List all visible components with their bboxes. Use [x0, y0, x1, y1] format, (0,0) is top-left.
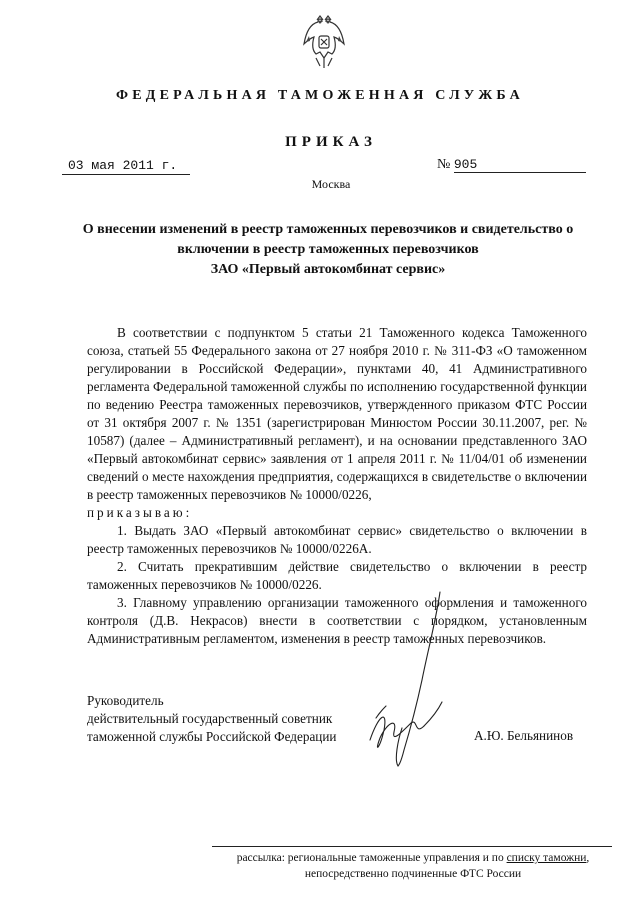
handwritten-signature: [340, 590, 480, 770]
order-body: [87, 324, 587, 648]
signatory-name: А.Ю. Бельянинов: [474, 728, 574, 743]
agency-name: ФЕДЕРАЛЬНАЯ ТАМОЖЕННАЯ СЛУЖБА: [116, 88, 524, 103]
order-number: [437, 157, 586, 173]
signatory-title-line: таможенной службы Российской Федерации: [87, 729, 337, 744]
distribution-line: непосредственно подчиненные ФТС России: [304, 868, 522, 880]
order-date: 03 мая 2011 г.: [62, 158, 190, 175]
signatory-title-line: действительный государственный советник: [87, 711, 333, 726]
number-value: 905: [454, 157, 586, 173]
distribution-text: ,: [586, 852, 590, 864]
heading-line: О внесении изменений в реестр таможенных перевозчиков и свидетельство о: [82, 222, 574, 237]
signatory-title-line: Руководитель: [87, 693, 164, 708]
number-prefix: №: [437, 157, 451, 172]
order-item: 3. Главному управлению организации таможенного оформления и таможенного контроля (Д.В. Некрасов) внести в соответствии с порядком, установленным Административным регламентом, изменения в реестр таможенных перевозчиков.: [87, 595, 587, 646]
order-city: Москва: [311, 177, 351, 191]
distribution-line: [214, 850, 612, 866]
distribution-link: списку таможни: [506, 852, 587, 864]
orders-word: приказываю:: [87, 505, 193, 520]
document-type: ПРИКАЗ: [285, 134, 377, 150]
order-item: 2. Считать прекратившим действие свидетельство о включении в реестр таможенных перевозчиков № 10000/0226.: [87, 559, 587, 592]
distribution-text: рассылка: региональные таможенные управления и по: [236, 852, 507, 864]
coat-of-arms-icon: [300, 14, 348, 72]
order-heading: [60, 220, 596, 280]
preamble-paragraph: В соответствии с подпунктом 5 статьи 21 Таможенного кодекса Таможенного союза, статьей 55 Федерального закона от 27 ноября 2010 г. № 311-ФЗ «О таможенном регулировании в Российской Федерации», пунктами 40, 41 Административного регламента Федеральной таможенной службы по исполнению государственной функции по ведению Реестра таможенных перевозчиков, утвержденного приказом ФТС России от 31 октября 2007 г. № 1351 (зарегистрирован Минюстом России 30.11.2007, рег. № 10587) (далее – Административный регламент), и на основании представленного ЗАО «Первый автокомбинат сервис» заявления от 1 апреля 2011 г. № 11/04/01 об изменении сведений о месте нахождения предприятия, содержащихся в свидетельстве о включении в реестр таможенных перевозчиков № 10000/0226,: [87, 325, 587, 502]
distribution-list: [214, 850, 612, 882]
distribution-divider: [212, 846, 612, 847]
heading-line: включении в реестр таможенных перевозчиков: [177, 242, 479, 257]
order-item: 1. Выдать ЗАО «Первый автокомбинат сервис» свидетельство о включении в реестр таможенных перевозчиков № 10000/0226А.: [87, 523, 587, 556]
heading-line: ЗАО «Первый автокомбинат сервис»: [210, 262, 446, 277]
signatory-title: [87, 692, 336, 746]
